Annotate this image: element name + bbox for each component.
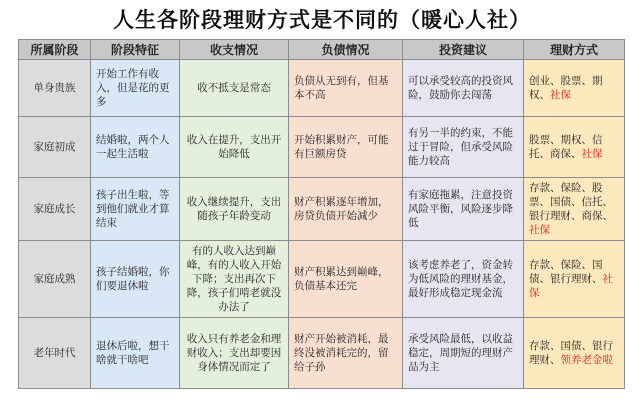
stage-cell: 家庭成长 — [19, 178, 91, 241]
stage-cell: 单身贵族 — [19, 60, 91, 117]
way-highlight: 社保 — [550, 89, 571, 101]
advice-cell: 有另一半的约束，不能过于冒险，但承受风险能力较高 — [403, 117, 524, 178]
debt-cell: 负债从无到有，但基本不高 — [289, 60, 403, 117]
way-cell — [524, 318, 625, 389]
header-advice: 投资建议 — [403, 40, 524, 60]
life-stage-table — [18, 39, 625, 389]
stage-cell: 老年时代 — [19, 318, 91, 389]
advice-cell: 承受风险最低，以收益稳定，周期短的理财产品为主 — [403, 318, 524, 389]
table-row — [19, 60, 625, 117]
way-text: 存款、保险、国债、银行理财、 — [529, 259, 603, 285]
feature-cell: 退休后啦，想干啥就干啥吧 — [91, 318, 180, 389]
table-row — [19, 241, 625, 318]
income-cell: 收入在提升，支出开始降低 — [180, 117, 289, 178]
income-cell: 有的人收入达到巅峰，有的人收入开始下降；支出再次下降，孩子们啃老就没办法了 — [180, 241, 289, 318]
way-text: 股票、期权、信托、商保、 — [529, 134, 603, 160]
income-cell: 收不抵支是常态 — [180, 60, 289, 117]
way-highlight: 社保 — [581, 148, 603, 160]
way-highlight: 领养老金啦 — [560, 354, 613, 366]
header-feature: 阶段特征 — [91, 40, 180, 60]
way-text: 存款、保险、股票、国债、信托、银行理财、商保、 — [529, 182, 613, 222]
feature-cell: 结婚啦，两个人一起生活啦 — [91, 117, 180, 178]
way-cell — [524, 117, 625, 178]
way-cell — [524, 178, 625, 241]
debt-cell: 财产积累达到巅峰，负债基本还完 — [289, 241, 403, 318]
advice-cell: 有家庭拖累，注意投资风险平衡，风险逐步降低 — [403, 178, 524, 241]
feature-cell: 孩子出生啦，等到他们就业才算结束 — [91, 178, 180, 241]
header-stage: 所属阶段 — [19, 40, 91, 60]
header-row — [19, 40, 625, 60]
header-debt: 负债情况 — [289, 40, 403, 60]
table-row — [19, 318, 625, 389]
table-row — [19, 178, 625, 241]
advice-cell: 可以承受较高的投资风险，鼓励你去闯荡 — [403, 60, 524, 117]
way-cell — [524, 241, 625, 318]
feature-cell: 开始工作有收入，但是花的更多 — [91, 60, 180, 117]
page-title: 人生各阶段理财方式是不同的（暖心人社） — [113, 8, 531, 32]
stage-cell: 家庭初成 — [19, 117, 91, 178]
debt-cell: 财产积累逐年增加，房贷负债开始减少 — [289, 178, 403, 241]
income-cell: 收入只有养老金和理财收入；支出却要因身体情况而定了 — [180, 318, 289, 389]
table-row — [19, 117, 625, 178]
feature-cell: 孩子结婚啦，你们要退休啦 — [91, 241, 180, 318]
header-income: 收支情况 — [180, 40, 289, 60]
advice-cell: 该考虑养老了，资金转为低风险的理财基金，最好形成稳定现金流 — [403, 241, 524, 318]
debt-cell: 财产开始被消耗，最终没被消耗完的，留给子孙 — [289, 318, 403, 389]
income-cell: 收入继续提升，支出随孩子年龄变动 — [180, 178, 289, 241]
way-text: 创业、股票、期权、 — [529, 75, 603, 101]
way-highlight: 社保 — [529, 224, 550, 236]
header-way: 理财方式 — [524, 40, 625, 60]
way-cell — [524, 60, 625, 117]
debt-cell: 开始积累财产，可能有巨额房贷 — [289, 117, 403, 178]
way-text: 存款、国债、银行理财、 — [529, 340, 613, 366]
way-highlight: 社保 — [529, 273, 613, 299]
stage-cell: 家庭成熟 — [19, 241, 91, 318]
